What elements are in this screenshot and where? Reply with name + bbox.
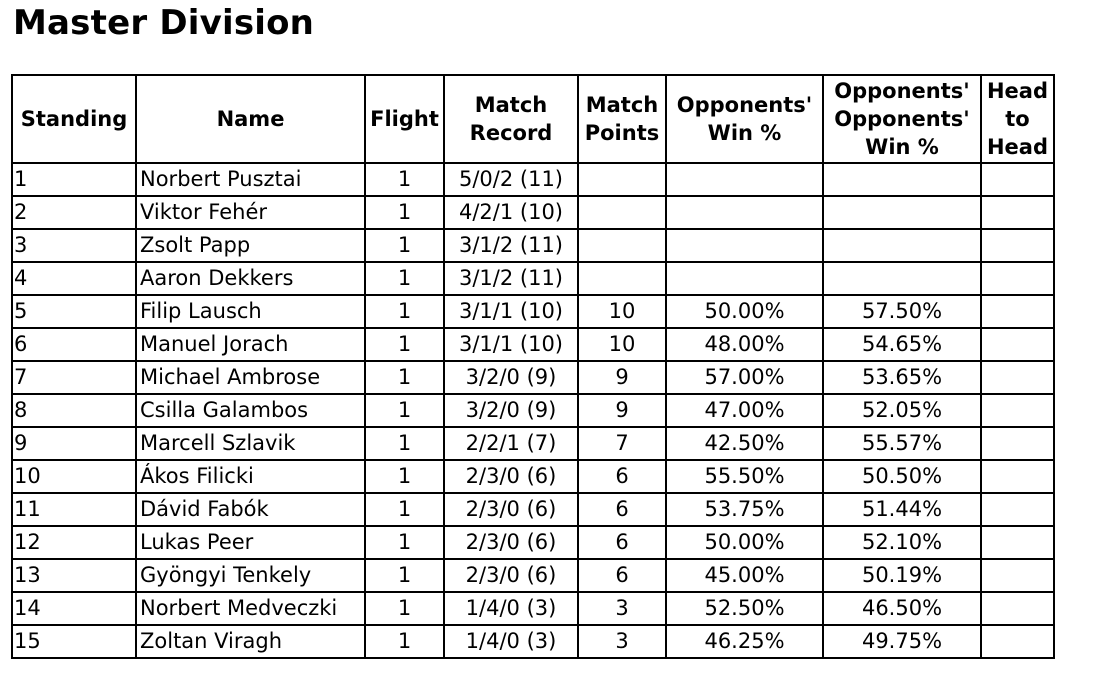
page-title: Master Division [13, 3, 315, 43]
cell-opponents-opponents-win: 55.57% [823, 427, 981, 460]
cell-match-record: 2/2/1 (7) [444, 427, 578, 460]
cell-match-record: 2/3/0 (6) [444, 493, 578, 526]
header-match-record: Match Record [444, 75, 578, 163]
cell-opponents-opponents-win: 52.10% [823, 526, 981, 559]
table-row [12, 262, 1054, 295]
cell-head-to-head [981, 592, 1054, 625]
table-row [12, 394, 1054, 427]
cell-head-to-head [981, 493, 1054, 526]
cell-standing: 12 [12, 526, 136, 559]
cell-standing: 1 [12, 163, 136, 196]
header-row [12, 75, 1054, 163]
cell-name: Norbert Pusztai [136, 163, 365, 196]
cell-opponents-opponents-win [823, 262, 981, 295]
cell-head-to-head [981, 625, 1054, 658]
cell-standing: 8 [12, 394, 136, 427]
cell-opponents-opponents-win [823, 229, 981, 262]
cell-opponents-win: 45.00% [666, 559, 823, 592]
cell-head-to-head [981, 526, 1054, 559]
cell-match-record: 3/1/2 (11) [444, 229, 578, 262]
cell-name: Marcell Szlavik [136, 427, 365, 460]
cell-name: Dávid Fabók [136, 493, 365, 526]
cell-match-record: 2/3/0 (6) [444, 559, 578, 592]
table-row [12, 196, 1054, 229]
cell-match-points [578, 196, 666, 229]
cell-match-record: 3/2/0 (9) [444, 394, 578, 427]
cell-name: Viktor Fehér [136, 196, 365, 229]
cell-flight: 1 [365, 262, 444, 295]
cell-match-record: 3/1/1 (10) [444, 295, 578, 328]
cell-standing: 5 [12, 295, 136, 328]
cell-match-record: 1/4/0 (3) [444, 625, 578, 658]
table-row [12, 328, 1054, 361]
cell-match-record: 2/3/0 (6) [444, 526, 578, 559]
header-flight: Flight [365, 75, 444, 163]
cell-opponents-win: 50.00% [666, 295, 823, 328]
standings-table [11, 74, 1055, 659]
table-body [12, 163, 1054, 658]
cell-standing: 6 [12, 328, 136, 361]
cell-opponents-opponents-win [823, 163, 981, 196]
cell-match-points [578, 163, 666, 196]
cell-flight: 1 [365, 328, 444, 361]
cell-match-points: 3 [578, 625, 666, 658]
cell-match-points: 10 [578, 328, 666, 361]
cell-name: Csilla Galambos [136, 394, 365, 427]
cell-opponents-win: 46.25% [666, 625, 823, 658]
cell-standing: 7 [12, 361, 136, 394]
cell-name: Michael Ambrose [136, 361, 365, 394]
cell-flight: 1 [365, 295, 444, 328]
cell-head-to-head [981, 295, 1054, 328]
cell-opponents-win: 48.00% [666, 328, 823, 361]
cell-opponents-win [666, 163, 823, 196]
cell-match-points: 6 [578, 559, 666, 592]
cell-name: Ákos Filicki [136, 460, 365, 493]
cell-opponents-win [666, 262, 823, 295]
cell-opponents-win: 53.75% [666, 493, 823, 526]
cell-standing: 2 [12, 196, 136, 229]
cell-standing: 9 [12, 427, 136, 460]
cell-match-points [578, 229, 666, 262]
cell-head-to-head [981, 559, 1054, 592]
cell-match-points: 9 [578, 394, 666, 427]
table-row [12, 592, 1054, 625]
cell-opponents-win: 50.00% [666, 526, 823, 559]
cell-opponents-win [666, 196, 823, 229]
table-row [12, 559, 1054, 592]
cell-name: Aaron Dekkers [136, 262, 365, 295]
cell-flight: 1 [365, 361, 444, 394]
cell-name: Norbert Medveczki [136, 592, 365, 625]
cell-opponents-win: 47.00% [666, 394, 823, 427]
cell-head-to-head [981, 394, 1054, 427]
table-row [12, 526, 1054, 559]
cell-opponents-opponents-win: 54.65% [823, 328, 981, 361]
cell-match-points: 6 [578, 493, 666, 526]
cell-name: Filip Lausch [136, 295, 365, 328]
cell-flight: 1 [365, 493, 444, 526]
header-standing: Standing [12, 75, 136, 163]
cell-match-record: 5/0/2 (11) [444, 163, 578, 196]
cell-match-points: 3 [578, 592, 666, 625]
cell-flight: 1 [365, 427, 444, 460]
cell-standing: 3 [12, 229, 136, 262]
cell-head-to-head [981, 460, 1054, 493]
cell-standing: 4 [12, 262, 136, 295]
cell-match-points: 10 [578, 295, 666, 328]
cell-match-record: 3/1/1 (10) [444, 328, 578, 361]
cell-flight: 1 [365, 394, 444, 427]
cell-match-record: 2/3/0 (6) [444, 460, 578, 493]
header-head-to-head: Head to Head [981, 75, 1054, 163]
cell-flight: 1 [365, 559, 444, 592]
cell-opponents-win: 42.50% [666, 427, 823, 460]
cell-name: Lukas Peer [136, 526, 365, 559]
cell-flight: 1 [365, 163, 444, 196]
cell-name: Zsolt Papp [136, 229, 365, 262]
cell-head-to-head [981, 361, 1054, 394]
cell-match-record: 1/4/0 (3) [444, 592, 578, 625]
cell-standing: 13 [12, 559, 136, 592]
table-row [12, 163, 1054, 196]
table-row [12, 493, 1054, 526]
cell-flight: 1 [365, 592, 444, 625]
table-row [12, 460, 1054, 493]
table-row [12, 295, 1054, 328]
header-opponents-win: Opponents' Win % [666, 75, 823, 163]
cell-standing: 14 [12, 592, 136, 625]
cell-name: Gyöngyi Tenkely [136, 559, 365, 592]
cell-opponents-opponents-win [823, 196, 981, 229]
cell-standing: 10 [12, 460, 136, 493]
cell-head-to-head [981, 196, 1054, 229]
cell-opponents-opponents-win: 51.44% [823, 493, 981, 526]
cell-opponents-opponents-win: 53.65% [823, 361, 981, 394]
header-name: Name [136, 75, 365, 163]
cell-standing: 11 [12, 493, 136, 526]
cell-opponents-win: 57.00% [666, 361, 823, 394]
cell-opponents-opponents-win: 50.19% [823, 559, 981, 592]
cell-flight: 1 [365, 526, 444, 559]
cell-standing: 15 [12, 625, 136, 658]
cell-name: Manuel Jorach [136, 328, 365, 361]
cell-head-to-head [981, 262, 1054, 295]
cell-flight: 1 [365, 196, 444, 229]
cell-head-to-head [981, 163, 1054, 196]
cell-flight: 1 [365, 460, 444, 493]
cell-name: Zoltan Viragh [136, 625, 365, 658]
cell-flight: 1 [365, 625, 444, 658]
cell-opponents-opponents-win: 49.75% [823, 625, 981, 658]
cell-head-to-head [981, 328, 1054, 361]
cell-match-points: 6 [578, 460, 666, 493]
cell-opponents-opponents-win: 52.05% [823, 394, 981, 427]
cell-match-record: 3/2/0 (9) [444, 361, 578, 394]
cell-opponents-opponents-win: 50.50% [823, 460, 981, 493]
table-row [12, 229, 1054, 262]
cell-flight: 1 [365, 229, 444, 262]
cell-opponents-win: 55.50% [666, 460, 823, 493]
cell-opponents-win [666, 229, 823, 262]
cell-match-record: 4/2/1 (10) [444, 196, 578, 229]
table-row [12, 625, 1054, 658]
cell-match-points: 9 [578, 361, 666, 394]
cell-opponents-opponents-win: 57.50% [823, 295, 981, 328]
cell-match-points: 6 [578, 526, 666, 559]
cell-head-to-head [981, 229, 1054, 262]
cell-match-record: 3/1/2 (11) [444, 262, 578, 295]
header-opponents-opponents-win: Opponents' Opponents' Win % [823, 75, 981, 163]
cell-head-to-head [981, 427, 1054, 460]
table-row [12, 427, 1054, 460]
cell-opponents-opponents-win: 46.50% [823, 592, 981, 625]
cell-match-points: 7 [578, 427, 666, 460]
cell-opponents-win: 52.50% [666, 592, 823, 625]
table-row [12, 361, 1054, 394]
cell-match-points [578, 262, 666, 295]
header-match-points: Match Points [578, 75, 666, 163]
